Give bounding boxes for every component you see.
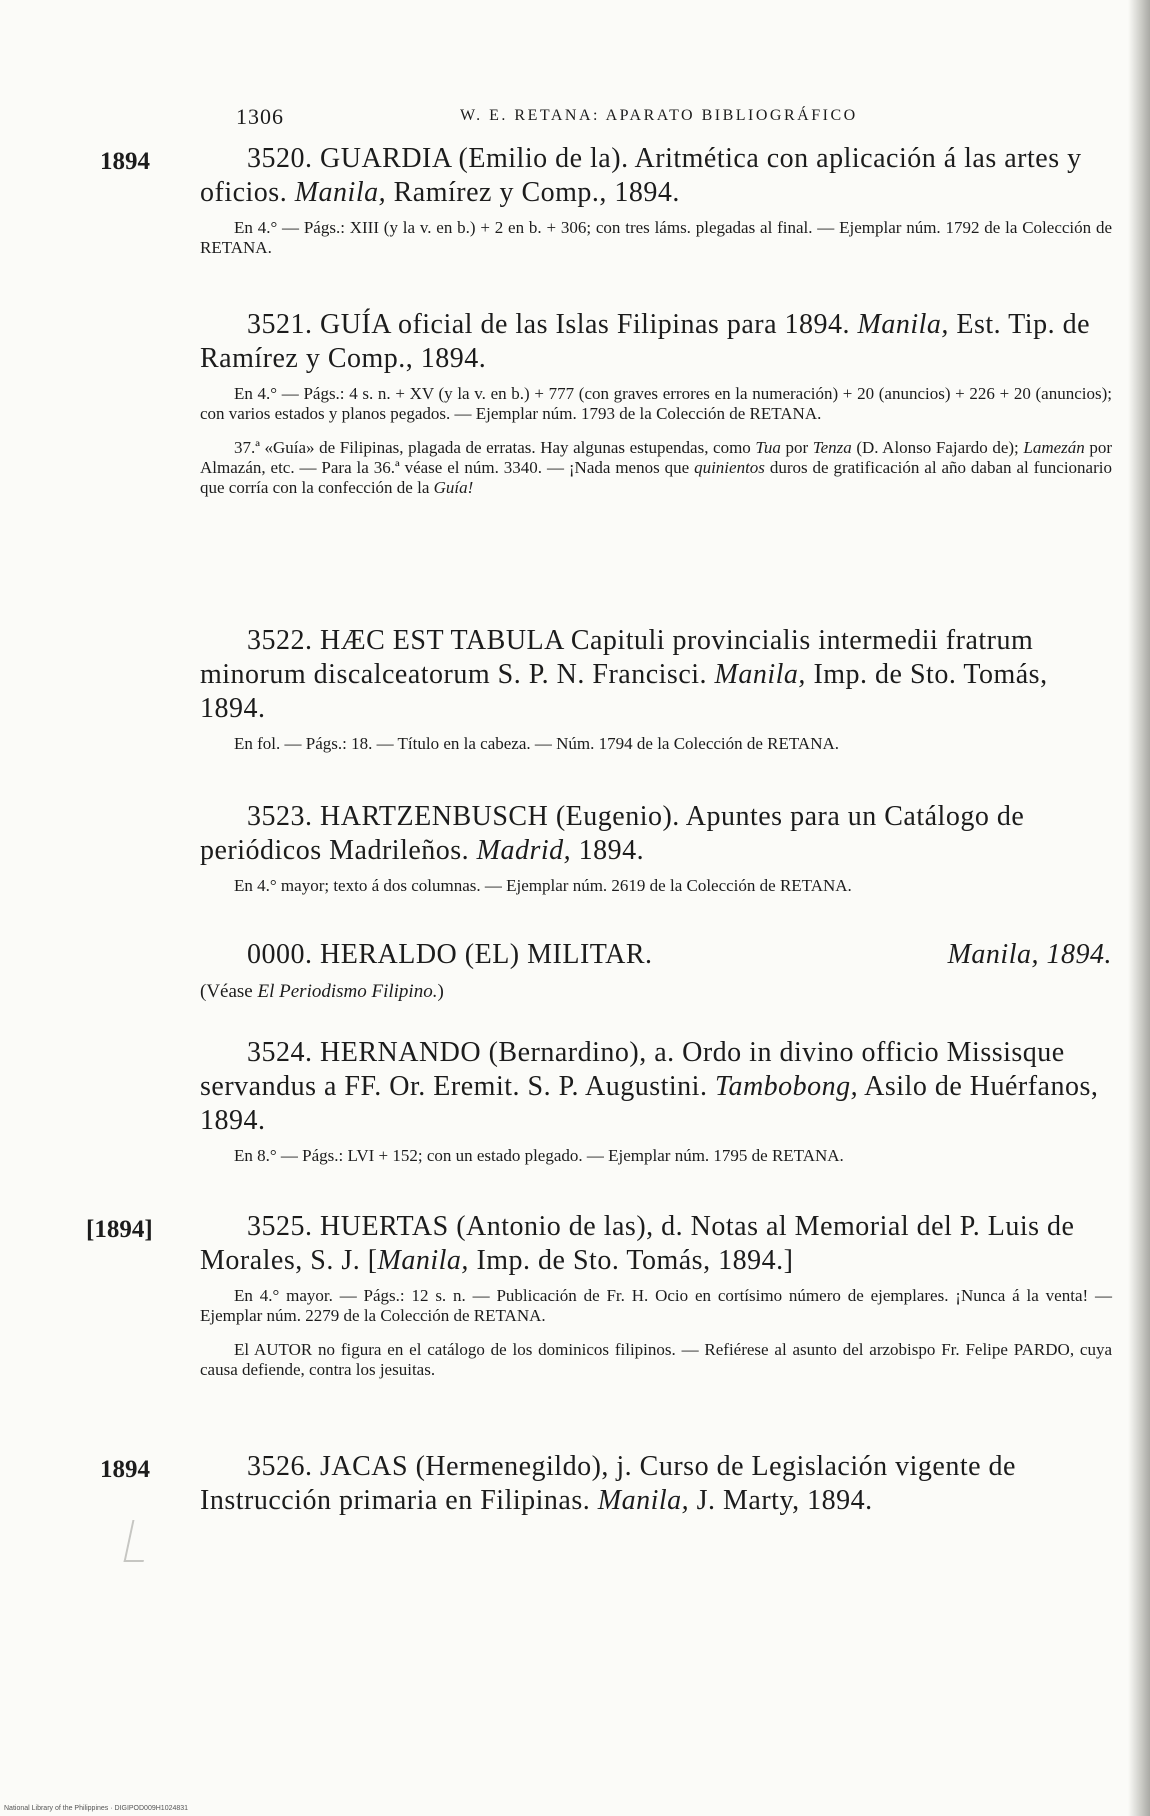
entry-title: 3521. GUÍA oficial de las Islas Filipinas para 1894. Manila, Est. Tip. de Ramírez y Comp., 1894.	[200, 309, 1091, 374]
entry-title: 3526. JACAS (Hermenegildo), j. Curso de Legislación vigente de Instrucción primaria en Filipinas. Manila, J. Marty, 1894.	[200, 1451, 1016, 1516]
entry-3523	[200, 800, 1112, 896]
entry-3521	[200, 308, 1112, 498]
entry-place: Manila, 1894.	[947, 939, 1112, 970]
scan-footer: National Library of the Philippines · DIGIPOD009H1024831	[4, 1805, 189, 1812]
margin-year-3526: 1894	[100, 1456, 150, 1483]
entry-3522	[200, 624, 1112, 754]
entry-note: En 8.° — Págs.: LVI + 152; con un estado plegado. — Ejemplar núm. 1795 de RETANA.	[234, 1146, 844, 1165]
running-title: W. E. RETANA: APARATO BIBLIOGRÁFICO	[460, 107, 858, 124]
entry-comment: El AUTOR no figura en el catálogo de los dominicos filipinos. — Refiérese al asunto del arzobispo Fr. Felipe PARDO, cuya causa defiende, contra los jesuitas.	[200, 1340, 1112, 1379]
entry-3526	[200, 1450, 1112, 1518]
page-header	[236, 104, 1106, 134]
entry-comment: 37.ª «Guía» de Filipinas, plagada de erratas. Hay algunas estupendas, como Tua por Tenza (D. Alonso Fajardo de); Lamezán por Almazán, etc. — Para la 36.ª véase el núm. 3340. — ¡Nada menos que quinientos duros de gratificación al año daban al funcionario que corría con la confección de la Guía!	[200, 438, 1112, 497]
entry-3520	[200, 142, 1112, 258]
entry-0000	[200, 938, 1112, 1002]
entry-3524	[200, 1036, 1112, 1166]
page-number: 1306	[236, 104, 284, 129]
entry-3525	[200, 1210, 1112, 1380]
entry-note: En 4.° — Págs.: 4 s. n. + XV (y la v. en b.) + 777 (con graves errores en la numeración) + 20 (anuncios) + 226 + 20 (anuncios); con varios estados y planos pegados. — Ejemplar núm. 1793 de la Colección de RETANA.	[200, 384, 1112, 423]
margin-year-3525: [1894]	[86, 1216, 153, 1243]
entry-note: En 4.° mayor; texto á dos columnas. — Ejemplar núm. 2619 de la Colección de RETANA.	[234, 876, 852, 895]
entry-title: 3523. HARTZENBUSCH (Eugenio). Apuntes para un Catálogo de periódicos Madrileños. Madrid, 1894.	[200, 801, 1025, 866]
entry-cross-reference: (Véase El Periodismo Filipino.)	[200, 981, 444, 1002]
entry-note: En 4.° — Págs.: XIII (y la v. en b.) + 2 en b. + 306; con tres láms. plegadas al final. — Ejemplar núm. 1792 de la Colección de RETANA.	[200, 218, 1112, 257]
entry-title: 0000. HERALDO (EL) MILITAR. Manila, 1894.	[247, 939, 1112, 970]
entry-title: 3522. HÆC EST TABULA Capituli provincialis intermedii fratrum minorum discalceatorum S. P. N. Francisci. Manila, Imp. de Sto. Tomás, 1894.	[200, 625, 1048, 724]
pencil-check-mark	[124, 1520, 153, 1562]
entry-note: En fol. — Págs.: 18. — Título en la cabeza. — Núm. 1794 de la Colección de RETANA.	[234, 734, 840, 753]
entry-title: 3524. HERNANDO (Bernardino), a. Ordo in divino officio Missisque servandus a FF. Or. Eremit. S. P. Augustini. Tambobong, Asilo de Huérfanos, 1894.	[200, 1037, 1099, 1136]
page-edge-shadow	[1128, 0, 1150, 1816]
entry-title: 3525. HUERTAS (Antonio de las), d. Notas al Memorial del P. Luis de Morales, S. J. [Manila, Imp. de Sto. Tomás, 1894.]	[200, 1211, 1075, 1276]
entry-note: En 4.° mayor. — Págs.: 12 s. n. — Publicación de Fr. H. Ocio en cortísimo número de ejemplares. ¡Nunca á la venta! — Ejemplar núm. 2279 de la Colección de RETANA.	[200, 1286, 1112, 1325]
margin-year-3520: 1894	[100, 148, 150, 175]
entry-title: 3520. GUARDIA (Emilio de la). Aritmética con aplicación á las artes y oficios. Manila, Ramírez y Comp., 1894.	[200, 143, 1082, 208]
